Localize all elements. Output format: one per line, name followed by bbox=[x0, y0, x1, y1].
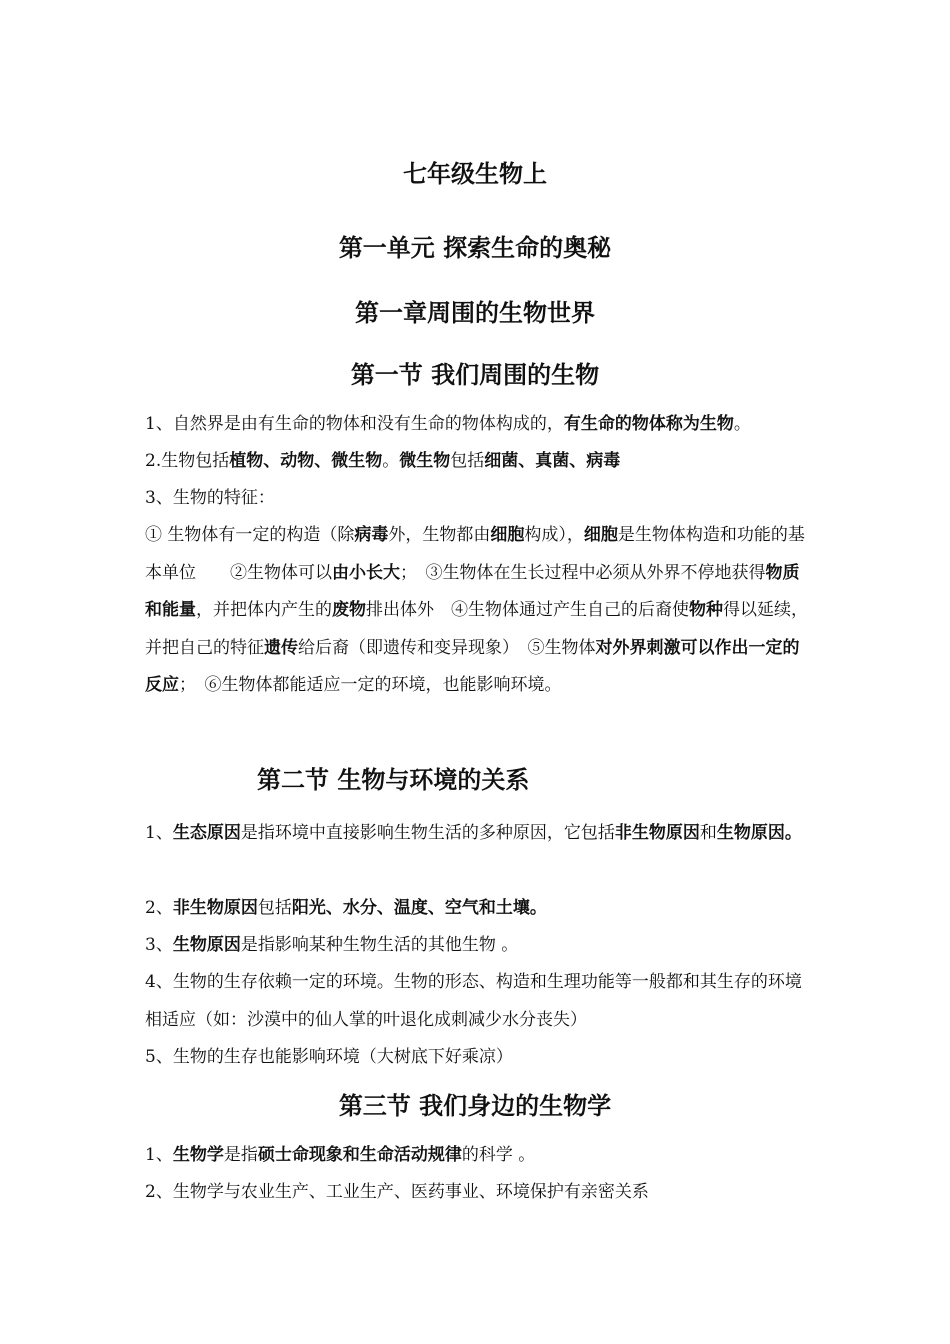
text-run: 5、生物的生存也能影响环境（大树底下好乘凉） bbox=[145, 1047, 513, 1067]
text-run: 是指影响某种生物生活的其他生物 。 bbox=[240, 935, 519, 955]
text-run: 得以延续，并把自己的特征 bbox=[145, 600, 808, 658]
section-1-paragraph-2 bbox=[145, 443, 815, 481]
bold-text-run: 物种 bbox=[689, 600, 723, 620]
bold-text-run: 生物原因。 bbox=[716, 823, 802, 843]
text-run: 3、生物的特征： bbox=[145, 488, 275, 508]
document-title: 七年级生物上 bbox=[403, 160, 547, 188]
text-run: 是指环境中直接影响生物生活的多种原因，它包括 bbox=[240, 823, 615, 843]
section-3-paragraph-2 bbox=[145, 1174, 815, 1212]
text-run: ； ⑥生物体都能适应一定的环境，也能影响环境。 bbox=[179, 675, 562, 695]
text-run: 1、 bbox=[145, 1145, 173, 1165]
text-run: 2.生物包括 bbox=[145, 451, 230, 471]
section-2-paragraph-1 bbox=[145, 815, 815, 853]
bold-text-run: 非生物原因 bbox=[614, 823, 700, 843]
text-run: 。 bbox=[382, 451, 400, 471]
bold-text-run: 废物 bbox=[332, 600, 366, 620]
bold-text-run: 细胞 bbox=[490, 525, 525, 545]
bold-text-run: 细菌、真菌、病毒 bbox=[484, 451, 621, 471]
text-run: 给后裔（即遗传和变异现象） ⑤生物体 bbox=[298, 637, 596, 658]
bold-text-run: 植物、动物、微生物 bbox=[229, 451, 383, 471]
bold-text-run: 非生物原因 bbox=[172, 898, 258, 918]
text-run: 2、生物学与农业生产、工业生产、医药事业、环境保护有亲密关系 bbox=[145, 1182, 649, 1202]
text-run: 是指 bbox=[223, 1145, 258, 1165]
section-2-paragraph-2 bbox=[145, 890, 815, 928]
text-run: ① 生物体有一定的构造（除 bbox=[145, 525, 355, 545]
bold-text-run: 病毒 bbox=[354, 525, 389, 545]
unit-heading: 第一单元 探索生命的奥秘 bbox=[338, 234, 612, 262]
bold-text-run: 由小长大 bbox=[332, 562, 400, 583]
section-1-paragraph-4 bbox=[145, 517, 815, 705]
section-2-paragraph-5 bbox=[145, 1039, 815, 1077]
text-run: ，并把体内产生的 bbox=[196, 600, 332, 620]
section-2-paragraph-4 bbox=[145, 964, 815, 1039]
bold-text-run: 对外界刺激可以作出一定的反应 bbox=[145, 637, 800, 695]
text-run: 2、 bbox=[145, 898, 173, 918]
text-run: 的科学 。 bbox=[461, 1145, 536, 1165]
bold-text-run: 阳光、水分、温度、空气和土壤。 bbox=[291, 898, 547, 918]
chapter-heading: 第一章周围的生物世界 bbox=[355, 299, 595, 327]
bold-text-run: 微生物 bbox=[399, 451, 451, 471]
text-run: 4、生物的生存依赖一定的环境。生物的形态、构造和生理功能等一般都和其生存的环境相适应（如：沙漠中的仙人掌的叶退化成刺减少水分丧失） bbox=[145, 972, 802, 1030]
section-2-heading: 第二节 生物与环境的关系 bbox=[257, 766, 530, 794]
section-3-heading: 第三节 我们身边的生物学 bbox=[338, 1092, 612, 1120]
text-run: ； ③生物体在生长过程中必须从外界不停地获得 bbox=[400, 562, 766, 583]
bold-text-run: 生物原因 bbox=[172, 935, 241, 955]
text-run: 外，生物都由 bbox=[388, 525, 491, 545]
bold-text-run: 生物学 bbox=[172, 1145, 224, 1165]
section-3-paragraph-1 bbox=[145, 1137, 815, 1175]
bold-text-run: 物质和能量 bbox=[145, 562, 800, 620]
text-run: 。 bbox=[733, 414, 751, 434]
bold-text-run: 有生命的物体称为生物 bbox=[563, 414, 734, 434]
text-run: 和 bbox=[699, 823, 717, 843]
text-run: 3、 bbox=[145, 935, 173, 955]
text-run: 包括 bbox=[257, 898, 292, 918]
text-run: 是生物体构造和功能的基本单位 ②生物体可以 bbox=[145, 525, 805, 583]
section-1-heading: 第一节 我们周围的生物 bbox=[350, 361, 600, 389]
text-run: 1、 bbox=[145, 823, 173, 843]
bold-text-run: 细胞 bbox=[583, 525, 618, 545]
text-run: 1、自然界是由有生命的物体和没有生命的物体构成的， bbox=[145, 414, 564, 434]
section-1-paragraph-3 bbox=[145, 480, 815, 518]
section-1-paragraph-1 bbox=[145, 406, 825, 444]
bold-text-run: 生态原因 bbox=[172, 823, 241, 843]
text-run: 排出体外 ④生物体通过产生自己的后裔使 bbox=[366, 600, 689, 620]
bold-text-run: 遗传 bbox=[264, 637, 298, 658]
text-run: 包括 bbox=[450, 451, 485, 471]
bold-text-run: 硕士命现象和生命活动规律 bbox=[257, 1145, 462, 1165]
text-run: 构成）， bbox=[524, 525, 584, 545]
section-2-paragraph-3 bbox=[145, 927, 815, 965]
